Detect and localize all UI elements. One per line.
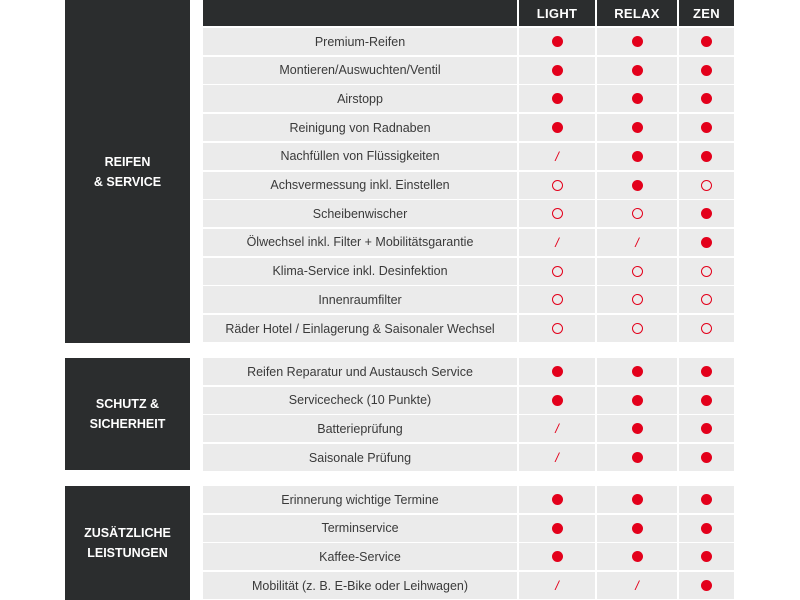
filled-dot-icon	[701, 551, 712, 562]
cell-light	[519, 572, 595, 599]
cell-relax	[597, 258, 677, 285]
cell-zen	[679, 286, 734, 313]
empty-circle-icon	[701, 323, 712, 334]
section-title-line: SCHUTZ &	[95, 397, 160, 411]
table-row	[203, 543, 734, 570]
table-row	[203, 143, 734, 170]
filled-dot-icon	[552, 122, 563, 133]
filled-dot-icon	[701, 151, 712, 162]
slash-icon: /	[555, 578, 559, 594]
row-label: Montieren/Auswuchten/Ventil	[203, 57, 517, 84]
row-label: Premium-Reifen	[203, 28, 517, 55]
slash-icon: /	[635, 578, 639, 594]
empty-circle-icon	[632, 208, 643, 219]
cell-light	[519, 515, 595, 542]
row-label: Reifen Reparatur und Austausch Service	[203, 358, 517, 385]
table-row	[203, 486, 734, 513]
cell-relax	[597, 57, 677, 84]
cell-relax	[597, 515, 677, 542]
cell-relax	[597, 114, 677, 141]
slash-icon: /	[555, 421, 559, 437]
cell-light	[519, 200, 595, 227]
empty-circle-icon	[552, 180, 563, 191]
cell-zen	[679, 543, 734, 570]
cell-zen	[679, 486, 734, 513]
filled-dot-icon	[701, 494, 712, 505]
cell-zen	[679, 200, 734, 227]
cell-light	[519, 387, 595, 414]
section-title-line: ZUSÄTZLICHE	[84, 526, 171, 540]
cell-relax	[597, 85, 677, 112]
empty-circle-icon	[552, 323, 563, 334]
cell-light	[519, 315, 595, 342]
row-label: Airstopp	[203, 85, 517, 112]
cell-relax	[597, 229, 677, 256]
filled-dot-icon	[632, 180, 643, 191]
row-label: Servicecheck (10 Punkte)	[203, 387, 517, 414]
cell-zen	[679, 143, 734, 170]
table-row	[203, 572, 734, 599]
row-label: Achsvermessung inkl. Einstellen	[203, 172, 517, 199]
filled-dot-icon	[632, 366, 643, 377]
filled-dot-icon	[632, 122, 643, 133]
empty-circle-icon	[701, 294, 712, 305]
cell-relax	[597, 415, 677, 442]
filled-dot-icon	[552, 551, 563, 562]
row-label: Kaffee-Service	[203, 543, 517, 570]
cell-zen	[679, 358, 734, 385]
slash-icon: /	[555, 450, 559, 466]
cell-light	[519, 114, 595, 141]
row-label: Reinigung von Radnaben	[203, 114, 517, 141]
filled-dot-icon	[632, 93, 643, 104]
filled-dot-icon	[701, 366, 712, 377]
cell-light	[519, 486, 595, 513]
cell-light	[519, 57, 595, 84]
filled-dot-icon	[701, 423, 712, 434]
empty-circle-icon	[552, 266, 563, 277]
cell-light	[519, 543, 595, 570]
cell-zen	[679, 28, 734, 55]
cell-zen	[679, 444, 734, 471]
filled-dot-icon	[552, 93, 563, 104]
cell-light	[519, 28, 595, 55]
cell-relax	[597, 315, 677, 342]
filled-dot-icon	[632, 452, 643, 463]
filled-dot-icon	[701, 580, 712, 591]
column-header-light: LIGHT	[519, 0, 595, 26]
row-label: Scheibenwischer	[203, 200, 517, 227]
filled-dot-icon	[701, 208, 712, 219]
cell-light	[519, 172, 595, 199]
cell-relax	[597, 143, 677, 170]
table-row	[203, 85, 734, 112]
empty-circle-icon	[552, 208, 563, 219]
filled-dot-icon	[701, 523, 712, 534]
filled-dot-icon	[552, 65, 563, 76]
table-row	[203, 358, 734, 385]
cell-relax	[597, 200, 677, 227]
table-row	[203, 444, 734, 471]
section-title-schutz-sicherheit	[65, 358, 190, 470]
row-label: Erinnerung wichtige Termine	[203, 486, 517, 513]
filled-dot-icon	[701, 122, 712, 133]
table-row	[203, 315, 734, 342]
filled-dot-icon	[552, 366, 563, 377]
empty-circle-icon	[632, 323, 643, 334]
table-header-blank	[203, 0, 517, 26]
section-title-zusaetzliche-leistungen	[65, 486, 190, 600]
section-title-line: & SERVICE	[93, 174, 162, 189]
cell-relax	[597, 387, 677, 414]
cell-zen	[679, 172, 734, 199]
table-row	[203, 114, 734, 141]
row-label: Nachfüllen von Flüssigkeiten	[203, 143, 517, 170]
cell-relax	[597, 28, 677, 55]
cell-zen	[679, 515, 734, 542]
cell-light	[519, 286, 595, 313]
cell-zen	[679, 57, 734, 84]
cell-relax	[597, 358, 677, 385]
filled-dot-icon	[552, 494, 563, 505]
row-label: Klima-Service inkl. Desinfektion	[203, 258, 517, 285]
cell-light	[519, 415, 595, 442]
cell-relax	[597, 543, 677, 570]
table-row	[203, 258, 734, 285]
filled-dot-icon	[632, 551, 643, 562]
filled-dot-icon	[632, 494, 643, 505]
cell-zen	[679, 572, 734, 599]
empty-circle-icon	[701, 180, 712, 191]
section-title-line: LEISTUNGEN	[87, 546, 168, 560]
cell-light	[519, 229, 595, 256]
cell-relax	[597, 572, 677, 599]
table-row	[203, 200, 734, 227]
table-row	[203, 387, 734, 414]
filled-dot-icon	[701, 395, 712, 406]
row-label: Ölwechsel inkl. Filter + Mobilitätsgarantie	[203, 229, 517, 256]
row-label: Terminservice	[203, 515, 517, 542]
table-row	[203, 415, 734, 442]
row-label: Innenraumfilter	[203, 286, 517, 313]
cell-zen	[679, 229, 734, 256]
row-label: Mobilität (z. B. E-Bike oder Leihwagen)	[203, 572, 517, 599]
row-label: Räder Hotel / Einlagerung & Saisonaler Wechsel	[203, 315, 517, 342]
cell-light	[519, 85, 595, 112]
section-title-line: SICHERHEIT	[89, 417, 166, 431]
cell-relax	[597, 172, 677, 199]
section-title-line: REIFEN	[104, 154, 151, 169]
cell-light	[519, 444, 595, 471]
table-row	[203, 28, 734, 55]
cell-light	[519, 258, 595, 285]
filled-dot-icon	[632, 65, 643, 76]
table-row	[203, 172, 734, 199]
empty-circle-icon	[632, 266, 643, 277]
slash-icon: /	[555, 148, 559, 164]
filled-dot-icon	[632, 423, 643, 434]
cell-relax	[597, 486, 677, 513]
slash-icon: /	[635, 234, 639, 250]
cell-light	[519, 358, 595, 385]
column-header-zen: ZEN	[679, 0, 734, 26]
empty-circle-icon	[552, 294, 563, 305]
cell-zen	[679, 387, 734, 414]
row-label: Saisonale Prüfung	[203, 444, 517, 471]
table-row	[203, 515, 734, 542]
filled-dot-icon	[701, 93, 712, 104]
filled-dot-icon	[552, 36, 563, 47]
filled-dot-icon	[632, 151, 643, 162]
cell-light	[519, 143, 595, 170]
cell-zen	[679, 85, 734, 112]
filled-dot-icon	[552, 523, 563, 534]
cell-relax	[597, 286, 677, 313]
empty-circle-icon	[632, 294, 643, 305]
table-row	[203, 229, 734, 256]
filled-dot-icon	[701, 36, 712, 47]
slash-icon: /	[555, 234, 559, 250]
cell-zen	[679, 114, 734, 141]
filled-dot-icon	[701, 65, 712, 76]
table-row	[203, 57, 734, 84]
cell-zen	[679, 415, 734, 442]
filled-dot-icon	[632, 523, 643, 534]
row-label: Batterieprüfung	[203, 415, 517, 442]
filled-dot-icon	[552, 395, 563, 406]
section-title-reifen-service	[65, 0, 190, 343]
table-row	[203, 286, 734, 313]
empty-circle-icon	[701, 266, 712, 277]
cell-zen	[679, 258, 734, 285]
filled-dot-icon	[632, 395, 643, 406]
filled-dot-icon	[632, 36, 643, 47]
column-header-relax: RELAX	[597, 0, 677, 26]
filled-dot-icon	[701, 452, 712, 463]
filled-dot-icon	[701, 237, 712, 248]
cell-relax	[597, 444, 677, 471]
cell-zen	[679, 315, 734, 342]
